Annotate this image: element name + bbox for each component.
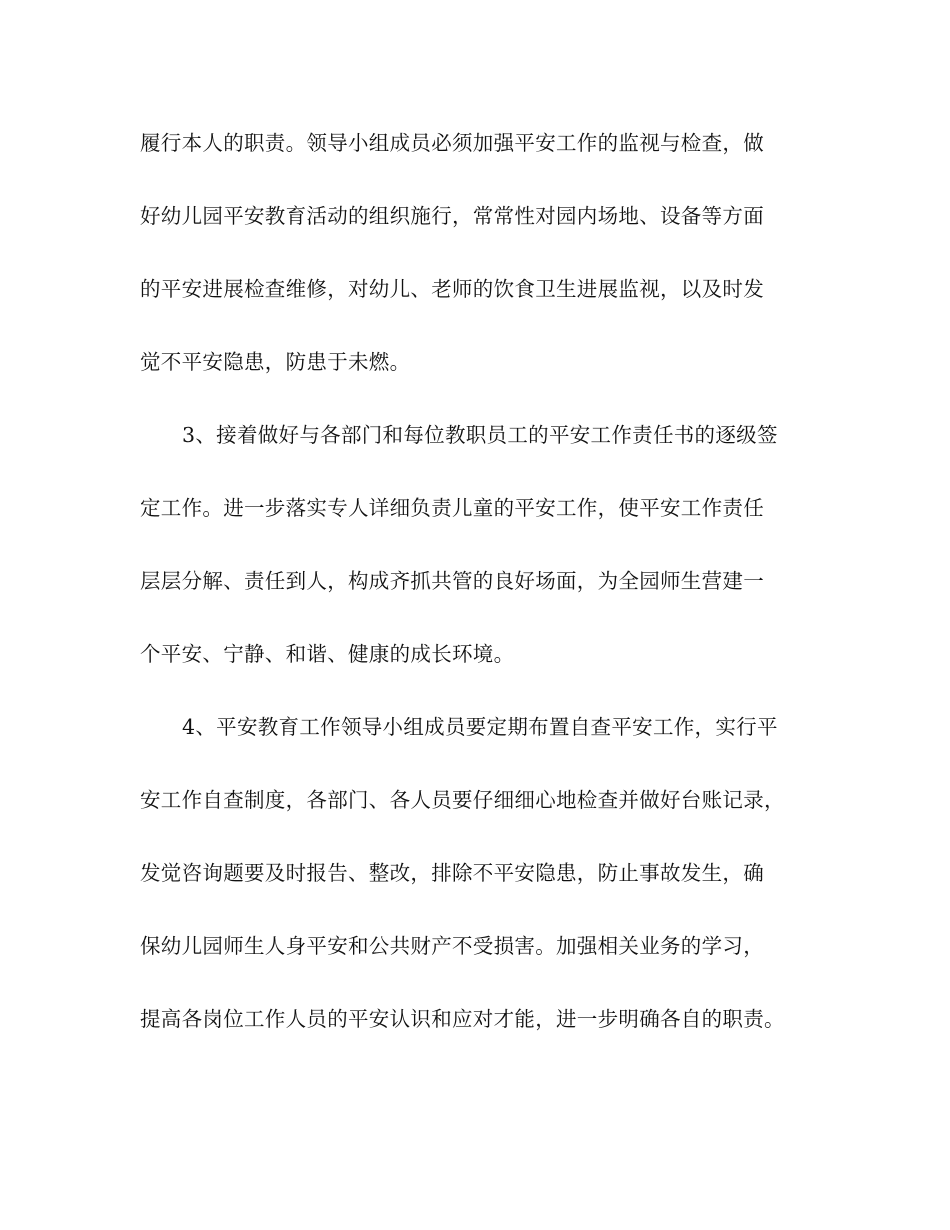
text-line-2: 好幼儿园平安教育活动的组织施行，常常性对园内场地、设备等方面 [140,204,764,228]
text-line-5: 3、接着做好与各部门和每位教职员工的平安工作责任书的逐级签 [182,423,778,447]
text-line-10: 安工作自查制度，各部门、各人员要仔细细心地检查并做好台账记录， [140,788,785,812]
text-line-3: 的平安进展检查维修，对幼儿、老师的饮食卫生进展监视，以及时发 [140,277,764,301]
text-line-9: 4、平安教育工作领导小组成员要定期布置自查平安工作，实行平 [182,715,778,739]
text-line-4: 觉不平安隐患，防患于未燃。 [140,350,411,374]
text-line-6: 定工作。进一步落实专人详细负责儿童的平安工作，使平安工作责任 [140,496,764,520]
text-line-13: 提高各岗位工作人员的平安认识和应对才能，进一步明确各自的职责。 [140,1007,785,1031]
text-line-11: 发觉咨询题要及时报告、整改，排除不平安隐患，防止事故发生，确 [140,861,764,885]
text-line-8: 个平安、宁静、和谐、健康的成长环境。 [140,642,515,666]
text-line-12: 保幼儿园师生人身平安和公共财产不受损害。加强相关业务的学习， [140,934,764,958]
text-line-7: 层层分解、责任到人，构成齐抓共管的良好场面，为全园师生营建一 [140,569,764,593]
text-line-1: 履行本人的职责。领导小组成员必须加强平安工作的监视与检查，做 [140,131,764,155]
